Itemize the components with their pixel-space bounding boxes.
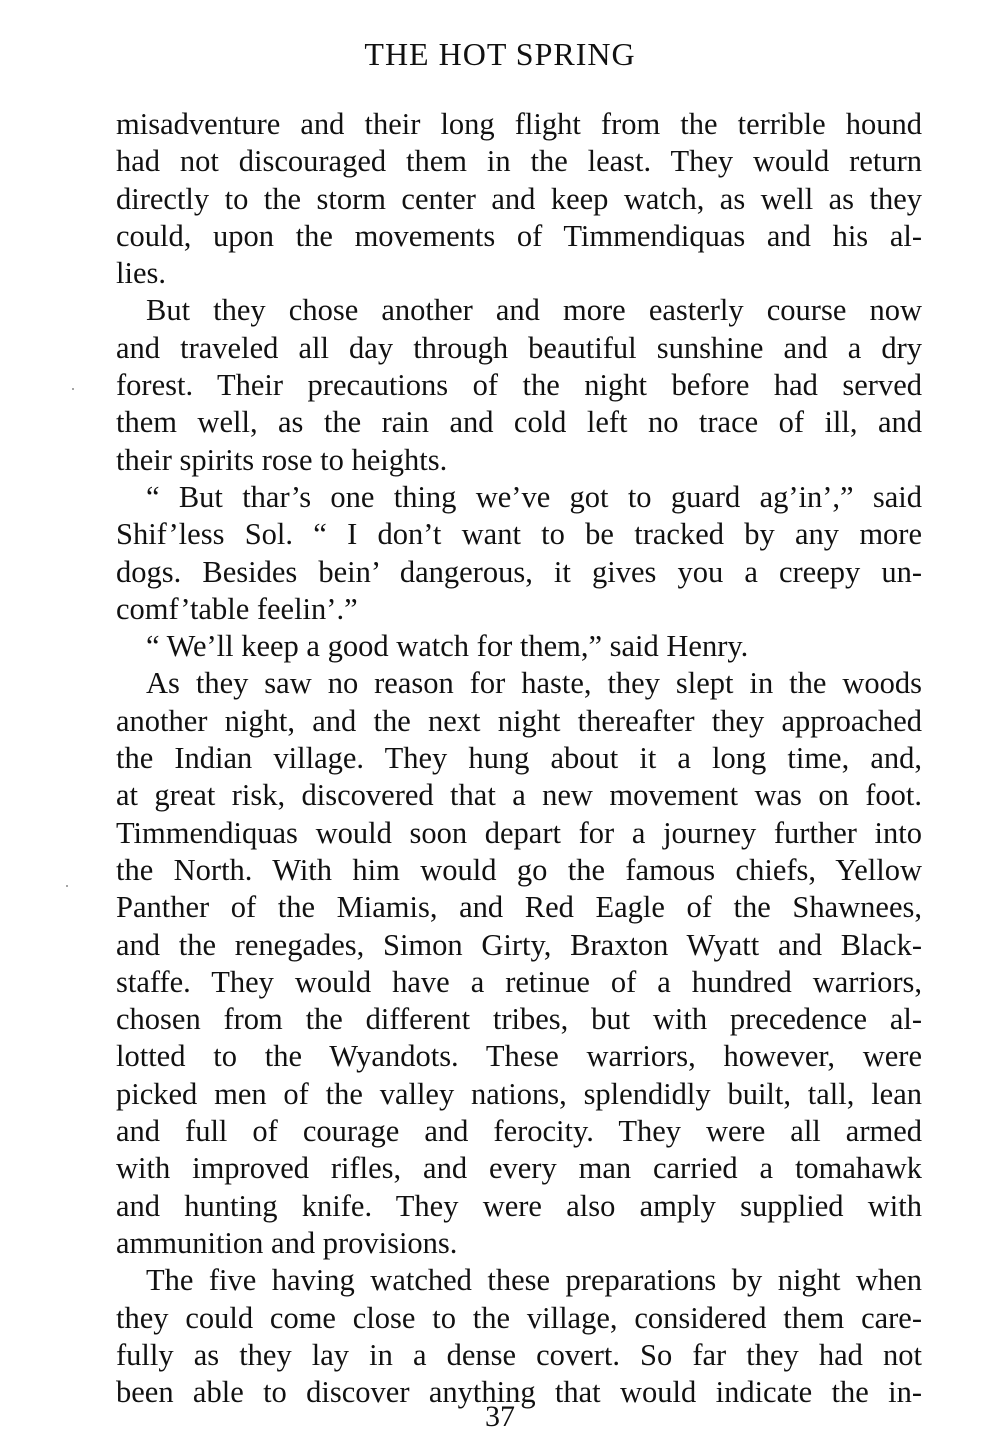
paragraph <box>116 665 922 1262</box>
text-line: could, upon the movements of Timmendiquas and his al- <box>116 218 922 253</box>
paragraph <box>116 106 922 292</box>
text-line: dogs. Besides bein’ dangerous, it gives you a creepy un- <box>116 554 922 589</box>
text-line: fully as they lay in a dense covert. So far they had not <box>116 1337 922 1372</box>
text-line: and the renegades, Simon Girty, Braxton Wyatt and Black- <box>116 927 922 962</box>
paragraph <box>116 479 922 628</box>
text-line: their spirits rose to heights. <box>116 442 448 477</box>
text-line: had not discouraged them in the least. They would return <box>116 144 922 179</box>
running-head: THE HOT SPRING <box>364 36 636 72</box>
text-line: “ We’ll keep a good watch for them,” said Henry. <box>146 629 749 664</box>
text-line: chosen from the different tribes, but with precedence al- <box>116 1002 922 1037</box>
text-line: with improved rifles, and every man carried a tomahawk <box>116 1151 922 1186</box>
text-line: directly to the storm center and keep watch, as well as they <box>116 181 922 216</box>
paragraph <box>116 628 922 665</box>
text-line: misadventure and their long flight from the terrible hound <box>116 107 922 141</box>
page-number: 37 <box>485 1400 515 1433</box>
text-line: The five having watched these preparations by night when <box>146 1263 922 1298</box>
print-speck <box>72 388 74 390</box>
print-speck <box>66 885 68 887</box>
text-line: at great risk, discovered that a new movement was on foot. <box>116 778 922 813</box>
text-line: ammunition and provisions. <box>116 1225 458 1260</box>
text-line: and hunting knife. They were also amply supplied with <box>116 1188 922 1223</box>
text-line: As they saw no reason for haste, they slept in the woods <box>146 666 922 701</box>
text-line: been able to discover anything that would indicate the in- <box>116 1375 922 1410</box>
text-line: and traveled all day through beautiful sunshine and a dry <box>116 330 922 365</box>
text-line: the Indian village. They hung about it a long time, and, <box>116 741 922 776</box>
text-line: the North. With him would go the famous chiefs, Yellow <box>116 852 922 887</box>
text-line: forest. Their precautions of the night before had served <box>116 368 922 403</box>
text-line: and full of courage and ferocity. They were all armed <box>116 1114 922 1149</box>
text-line: lotted to the Wyandots. These warriors, however, were <box>116 1039 922 1074</box>
text-line: Shif’less Sol. “ I don’t want to be tracked by any more <box>116 517 922 552</box>
text-line: But they chose another and more easterly course now <box>146 293 922 328</box>
text-line: “ But thar’s one thing we’ve got to guard ag’in’,” said <box>146 479 922 514</box>
text-line: lies. <box>116 256 166 291</box>
body-text <box>116 106 922 1411</box>
text-line: Timmendiquas would soon depart for a journey further into <box>116 815 922 850</box>
text-line: another night, and the next night thereafter they approached <box>116 703 922 738</box>
paragraph <box>116 1262 922 1411</box>
text-line: Panther of the Miamis, and Red Eagle of the Shawnees, <box>116 890 922 925</box>
text-line: comf’table feelin’.” <box>116 591 358 626</box>
text-line: picked men of the valley nations, splendidly built, tall, lean <box>116 1076 922 1111</box>
text-line: them well, as the rain and cold left no trace of ill, and <box>116 405 922 440</box>
text-line: they could come close to the village, considered them care- <box>116 1300 922 1335</box>
text-line: staffe. They would have a retinue of a hundred warriors, <box>116 964 922 999</box>
paragraph <box>116 292 922 478</box>
